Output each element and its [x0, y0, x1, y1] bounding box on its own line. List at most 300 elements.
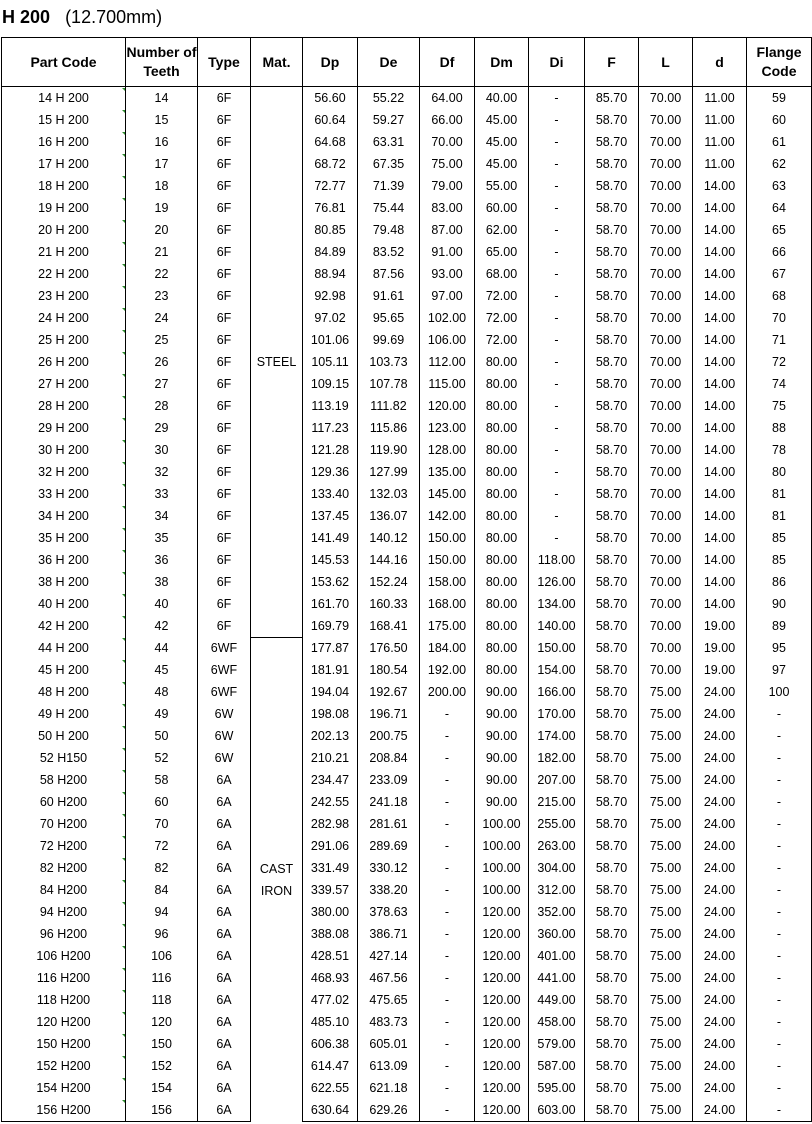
table-row	[2, 703, 812, 725]
table-cell: 380.00	[303, 901, 358, 923]
table-cell: -	[747, 1077, 812, 1099]
table-cell: 111.82	[358, 395, 420, 417]
part-code-cell: 38 H 200	[2, 571, 126, 593]
table-cell: 14.00	[693, 351, 747, 373]
table-cell: 24.00	[693, 989, 747, 1011]
table-cell: 80.00	[475, 505, 529, 527]
table-cell: 6F	[198, 549, 251, 571]
table-cell: 304.00	[529, 857, 585, 879]
table-cell: 339.57	[303, 879, 358, 901]
table-cell: 613.09	[358, 1055, 420, 1077]
table-cell: 70.00	[639, 241, 693, 263]
table-cell: 99.69	[358, 329, 420, 351]
table-cell: 58.70	[585, 967, 639, 989]
table-cell: 120.00	[475, 989, 529, 1011]
table-cell: 70.00	[639, 395, 693, 417]
part-code-cell: 27 H 200	[2, 373, 126, 395]
table-cell: 6A	[198, 1033, 251, 1055]
table-cell: 210.21	[303, 747, 358, 769]
table-cell: 58.70	[585, 945, 639, 967]
table-cell: 80.00	[475, 659, 529, 681]
table-cell: 70.00	[639, 131, 693, 153]
table-cell: 24.00	[693, 1033, 747, 1055]
table-cell: 121.28	[303, 439, 358, 461]
table-cell: 24.00	[693, 1099, 747, 1122]
table-cell: 80.00	[475, 571, 529, 593]
table-row	[2, 109, 812, 131]
table-cell: 24.00	[693, 681, 747, 703]
table-cell: 14.00	[693, 175, 747, 197]
material-cast-iron	[251, 637, 303, 1122]
part-code-cell: 156 H200	[2, 1099, 126, 1122]
table-cell: 100.00	[475, 835, 529, 857]
table-cell: 95.65	[358, 307, 420, 329]
table-row	[2, 1033, 812, 1055]
table-cell: 6F	[198, 109, 251, 131]
table-cell: 14	[126, 87, 198, 110]
table-row	[2, 87, 812, 110]
part-code-cell: 70 H200	[2, 813, 126, 835]
table-cell: 181.91	[303, 659, 358, 681]
table-cell: 58.70	[585, 857, 639, 879]
table-cell: 18	[126, 175, 198, 197]
table-cell: -	[529, 329, 585, 351]
table-cell: 263.00	[529, 835, 585, 857]
table-cell: 168.41	[358, 615, 420, 637]
table-cell: 68.72	[303, 153, 358, 175]
table-cell: -	[529, 153, 585, 175]
table-cell: 14.00	[693, 219, 747, 241]
table-cell: 75.00	[639, 923, 693, 945]
table-cell: 72	[747, 351, 812, 373]
table-cell: 14.00	[693, 527, 747, 549]
table-row	[2, 483, 812, 505]
table-cell: 58.70	[585, 923, 639, 945]
table-cell: 135.00	[420, 461, 475, 483]
table-cell: 17	[126, 153, 198, 175]
table-cell: 78	[747, 439, 812, 461]
part-code-cell: 15 H 200	[2, 109, 126, 131]
table-cell: 241.18	[358, 791, 420, 813]
part-code-cell: 33 H 200	[2, 483, 126, 505]
table-cell: 196.71	[358, 703, 420, 725]
part-code-cell: 154 H200	[2, 1077, 126, 1099]
table-cell: 120.00	[475, 1055, 529, 1077]
table-cell: 81	[747, 483, 812, 505]
table-cell: 120	[126, 1011, 198, 1033]
table-cell: -	[420, 791, 475, 813]
table-cell: 80.00	[475, 549, 529, 571]
table-cell: 21	[126, 241, 198, 263]
material-cast-label: CAST	[259, 861, 294, 876]
part-code-cell: 20 H 200	[2, 219, 126, 241]
table-cell: 30	[126, 439, 198, 461]
table-row	[2, 637, 812, 659]
table-row	[2, 373, 812, 395]
table-cell: 14.00	[693, 373, 747, 395]
table-cell: 11.00	[693, 131, 747, 153]
part-code-cell: 82 H200	[2, 857, 126, 879]
table-cell: 401.00	[529, 945, 585, 967]
table-cell: 101.06	[303, 329, 358, 351]
table-cell: -	[529, 87, 585, 110]
table-cell: 106.00	[420, 329, 475, 351]
table-cell: 58.70	[585, 769, 639, 791]
table-cell: 58.70	[585, 703, 639, 725]
table-cell: 90.00	[475, 681, 529, 703]
table-cell: 24.00	[693, 791, 747, 813]
table-cell: 6F	[198, 439, 251, 461]
table-cell: 65.00	[475, 241, 529, 263]
table-cell: 75.00	[639, 725, 693, 747]
table-cell: 142.00	[420, 505, 475, 527]
column-header: Dp	[303, 38, 358, 87]
table-cell: 123.00	[420, 417, 475, 439]
table-cell: 120.00	[420, 395, 475, 417]
table-cell: 58.70	[585, 725, 639, 747]
table-cell: 24	[126, 307, 198, 329]
table-cell: 70.00	[639, 87, 693, 110]
table-cell: 70.00	[639, 263, 693, 285]
table-cell: 63.31	[358, 131, 420, 153]
table-cell: 58.70	[585, 197, 639, 219]
column-header: Number of Teeth	[126, 38, 198, 87]
table-cell: 118	[126, 989, 198, 1011]
table-cell: 6F	[198, 285, 251, 307]
table-row	[2, 857, 812, 879]
part-code-cell: 94 H200	[2, 901, 126, 923]
table-cell: 64	[747, 197, 812, 219]
table-cell: -	[747, 1011, 812, 1033]
table-cell: -	[529, 505, 585, 527]
table-cell: 629.26	[358, 1099, 420, 1122]
table-cell: 6A	[198, 857, 251, 879]
table-cell: 175.00	[420, 615, 475, 637]
part-code-cell: 22 H 200	[2, 263, 126, 285]
column-header: Flange Code	[747, 38, 812, 87]
table-cell: 80.00	[475, 483, 529, 505]
table-cell: 6F	[198, 395, 251, 417]
table-cell: 6F	[198, 351, 251, 373]
table-cell: 58.70	[585, 131, 639, 153]
table-cell: 100.00	[475, 879, 529, 901]
table-cell: 485.10	[303, 1011, 358, 1033]
part-code-cell: 60 H200	[2, 791, 126, 813]
table-cell: 20	[126, 219, 198, 241]
table-cell: 176.50	[358, 637, 420, 659]
table-cell: 60.00	[475, 197, 529, 219]
table-cell: 192.00	[420, 659, 475, 681]
table-cell: 64.68	[303, 131, 358, 153]
table-cell: 70.00	[639, 527, 693, 549]
table-cell: 58.70	[585, 417, 639, 439]
table-cell: -	[529, 395, 585, 417]
table-cell: 11.00	[693, 153, 747, 175]
table-cell: 282.98	[303, 813, 358, 835]
table-row	[2, 725, 812, 747]
table-cell: -	[747, 791, 812, 813]
table-cell: 80.00	[475, 637, 529, 659]
table-cell: 84.89	[303, 241, 358, 263]
table-cell: 6A	[198, 879, 251, 901]
table-cell: 120.00	[475, 1077, 529, 1099]
table-cell: 81	[747, 505, 812, 527]
table-cell: 120.00	[475, 945, 529, 967]
table-cell: -	[420, 1055, 475, 1077]
table-cell: 152	[126, 1055, 198, 1077]
table-cell: 483.73	[358, 1011, 420, 1033]
table-cell: -	[420, 945, 475, 967]
table-cell: 312.00	[529, 879, 585, 901]
column-header: Type	[198, 38, 251, 87]
table-cell: 134.00	[529, 593, 585, 615]
table-cell: 58.70	[585, 219, 639, 241]
table-cell: 75.00	[420, 153, 475, 175]
table-cell: 76.81	[303, 197, 358, 219]
table-cell: 80.00	[475, 615, 529, 637]
table-cell: 67.35	[358, 153, 420, 175]
table-cell: 72.00	[475, 329, 529, 351]
table-cell: 70.00	[639, 153, 693, 175]
table-cell: 72	[126, 835, 198, 857]
table-cell: 622.55	[303, 1077, 358, 1099]
table-cell: 74	[747, 373, 812, 395]
table-cell: 136.07	[358, 505, 420, 527]
table-cell: 58.70	[585, 373, 639, 395]
table-row	[2, 571, 812, 593]
table-cell: 38	[126, 571, 198, 593]
table-cell: 58.70	[585, 659, 639, 681]
sprocket-spec-table	[1, 37, 812, 1122]
table-row	[2, 813, 812, 835]
table-row	[2, 131, 812, 153]
table-cell: 255.00	[529, 813, 585, 835]
table-cell: 79.00	[420, 175, 475, 197]
table-cell: 70.00	[639, 593, 693, 615]
table-cell: 177.87	[303, 637, 358, 659]
table-cell: 75.00	[639, 1011, 693, 1033]
table-cell: 58.70	[585, 681, 639, 703]
table-row	[2, 923, 812, 945]
table-cell: 150.00	[420, 527, 475, 549]
part-code-cell: 72 H200	[2, 835, 126, 857]
table-cell: 58.70	[585, 1055, 639, 1077]
table-cell: 58.70	[585, 747, 639, 769]
table-cell: 427.14	[358, 945, 420, 967]
table-cell: 58.70	[585, 263, 639, 285]
table-cell: 16	[126, 131, 198, 153]
table-cell: 58.70	[585, 549, 639, 571]
table-cell: 133.40	[303, 483, 358, 505]
table-cell: 6A	[198, 967, 251, 989]
table-cell: 58.70	[585, 175, 639, 197]
table-row	[2, 945, 812, 967]
table-cell: 156	[126, 1099, 198, 1122]
table-row	[2, 901, 812, 923]
table-cell: 6F	[198, 373, 251, 395]
table-cell: 48	[126, 681, 198, 703]
table-cell: -	[420, 1099, 475, 1122]
table-cell: 68.00	[475, 263, 529, 285]
table-cell: 11.00	[693, 87, 747, 110]
table-cell: 14.00	[693, 571, 747, 593]
table-cell: 6WF	[198, 637, 251, 659]
table-cell: 100.00	[475, 857, 529, 879]
table-cell: 45.00	[475, 109, 529, 131]
table-cell: 595.00	[529, 1077, 585, 1099]
part-code-cell: 28 H 200	[2, 395, 126, 417]
table-cell: 11.00	[693, 109, 747, 131]
table-cell: 150.00	[420, 549, 475, 571]
table-row	[2, 1099, 812, 1122]
table-cell: 82	[126, 857, 198, 879]
part-code-cell: 16 H 200	[2, 131, 126, 153]
part-code-cell: 150 H200	[2, 1033, 126, 1055]
table-cell: -	[420, 769, 475, 791]
table-cell: 158.00	[420, 571, 475, 593]
column-header: Part Code	[2, 38, 126, 87]
table-cell: 79.48	[358, 219, 420, 241]
table-cell: -	[529, 373, 585, 395]
table-cell: 120.00	[475, 923, 529, 945]
table-cell: 606.38	[303, 1033, 358, 1055]
table-cell: 36	[126, 549, 198, 571]
table-cell: 19	[126, 197, 198, 219]
table-cell: 90	[747, 593, 812, 615]
table-cell: 93.00	[420, 263, 475, 285]
table-cell: 66	[747, 241, 812, 263]
table-cell: 378.63	[358, 901, 420, 923]
table-cell: 234.47	[303, 769, 358, 791]
table-cell: 58.70	[585, 329, 639, 351]
table-cell: 72.77	[303, 175, 358, 197]
table-cell: 579.00	[529, 1033, 585, 1055]
table-cell: 58.70	[585, 879, 639, 901]
table-cell: -	[747, 1055, 812, 1077]
table-cell: 6A	[198, 901, 251, 923]
table-cell: 58.70	[585, 351, 639, 373]
table-cell: 70.00	[639, 307, 693, 329]
table-cell: 145.00	[420, 483, 475, 505]
table-cell: 6F	[198, 219, 251, 241]
table-cell: 55.00	[475, 175, 529, 197]
table-cell: 60	[126, 791, 198, 813]
part-code-cell: 40 H 200	[2, 593, 126, 615]
table-cell: 449.00	[529, 989, 585, 1011]
table-cell: 75.00	[639, 945, 693, 967]
table-cell: 70.00	[639, 329, 693, 351]
table-cell: -	[420, 879, 475, 901]
table-cell: 14.00	[693, 285, 747, 307]
table-row	[2, 1055, 812, 1077]
table-cell: 202.13	[303, 725, 358, 747]
table-cell: 6A	[198, 791, 251, 813]
table-cell: 6A	[198, 813, 251, 835]
part-code-cell: 30 H 200	[2, 439, 126, 461]
table-row	[2, 659, 812, 681]
table-cell: 105.11	[303, 351, 358, 373]
table-cell: 6A	[198, 989, 251, 1011]
table-cell: 106	[126, 945, 198, 967]
table-cell: 289.69	[358, 835, 420, 857]
table-cell: 70.00	[639, 461, 693, 483]
table-cell: 24.00	[693, 725, 747, 747]
table-cell: 6A	[198, 923, 251, 945]
table-row	[2, 417, 812, 439]
table-row	[2, 241, 812, 263]
column-header: d	[693, 38, 747, 87]
table-cell: -	[529, 417, 585, 439]
table-cell: 45.00	[475, 153, 529, 175]
table-row	[2, 747, 812, 769]
table-cell: 80	[747, 461, 812, 483]
table-cell: -	[420, 835, 475, 857]
table-cell: 50	[126, 725, 198, 747]
table-cell: -	[529, 263, 585, 285]
table-cell: 33	[126, 483, 198, 505]
table-cell: -	[420, 967, 475, 989]
table-cell: 75.00	[639, 747, 693, 769]
table-cell: 91.00	[420, 241, 475, 263]
table-cell: 59.27	[358, 109, 420, 131]
table-cell: 14.00	[693, 197, 747, 219]
part-code-cell: 49 H 200	[2, 703, 126, 725]
table-cell: 58.70	[585, 813, 639, 835]
table-cell: 388.08	[303, 923, 358, 945]
table-cell: 65	[747, 219, 812, 241]
table-cell: 70.00	[639, 417, 693, 439]
table-cell: 44	[126, 637, 198, 659]
table-cell: 14.00	[693, 241, 747, 263]
table-cell: 428.51	[303, 945, 358, 967]
table-cell: -	[747, 923, 812, 945]
table-cell: 75.44	[358, 197, 420, 219]
table-body	[2, 87, 812, 1122]
table-cell: 477.02	[303, 989, 358, 1011]
table-cell: 28	[126, 395, 198, 417]
table-cell: 468.93	[303, 967, 358, 989]
table-cell: 215.00	[529, 791, 585, 813]
table-cell: 80.00	[475, 417, 529, 439]
table-cell: 587.00	[529, 1055, 585, 1077]
table-cell: 6F	[198, 153, 251, 175]
table-cell: 117.23	[303, 417, 358, 439]
table-cell: 14.00	[693, 307, 747, 329]
table-cell: 166.00	[529, 681, 585, 703]
table-cell: 6F	[198, 329, 251, 351]
table-cell: 154	[126, 1077, 198, 1099]
table-cell: 6F	[198, 131, 251, 153]
table-cell: -	[529, 285, 585, 307]
table-row	[2, 307, 812, 329]
part-code-cell: 84 H200	[2, 879, 126, 901]
table-cell: 6F	[198, 571, 251, 593]
table-cell: 86	[747, 571, 812, 593]
table-cell: 71.39	[358, 175, 420, 197]
table-cell: 75.00	[639, 813, 693, 835]
table-cell: 6W	[198, 747, 251, 769]
table-cell: 6F	[198, 263, 251, 285]
table-row	[2, 593, 812, 615]
material-steel: STEEL	[251, 87, 303, 638]
table-cell: 605.01	[358, 1033, 420, 1055]
table-cell: 152.24	[358, 571, 420, 593]
table-cell: 90.00	[475, 791, 529, 813]
table-cell: -	[747, 857, 812, 879]
table-cell: 24.00	[693, 769, 747, 791]
table-cell: 75	[747, 395, 812, 417]
table-cell: -	[529, 109, 585, 131]
